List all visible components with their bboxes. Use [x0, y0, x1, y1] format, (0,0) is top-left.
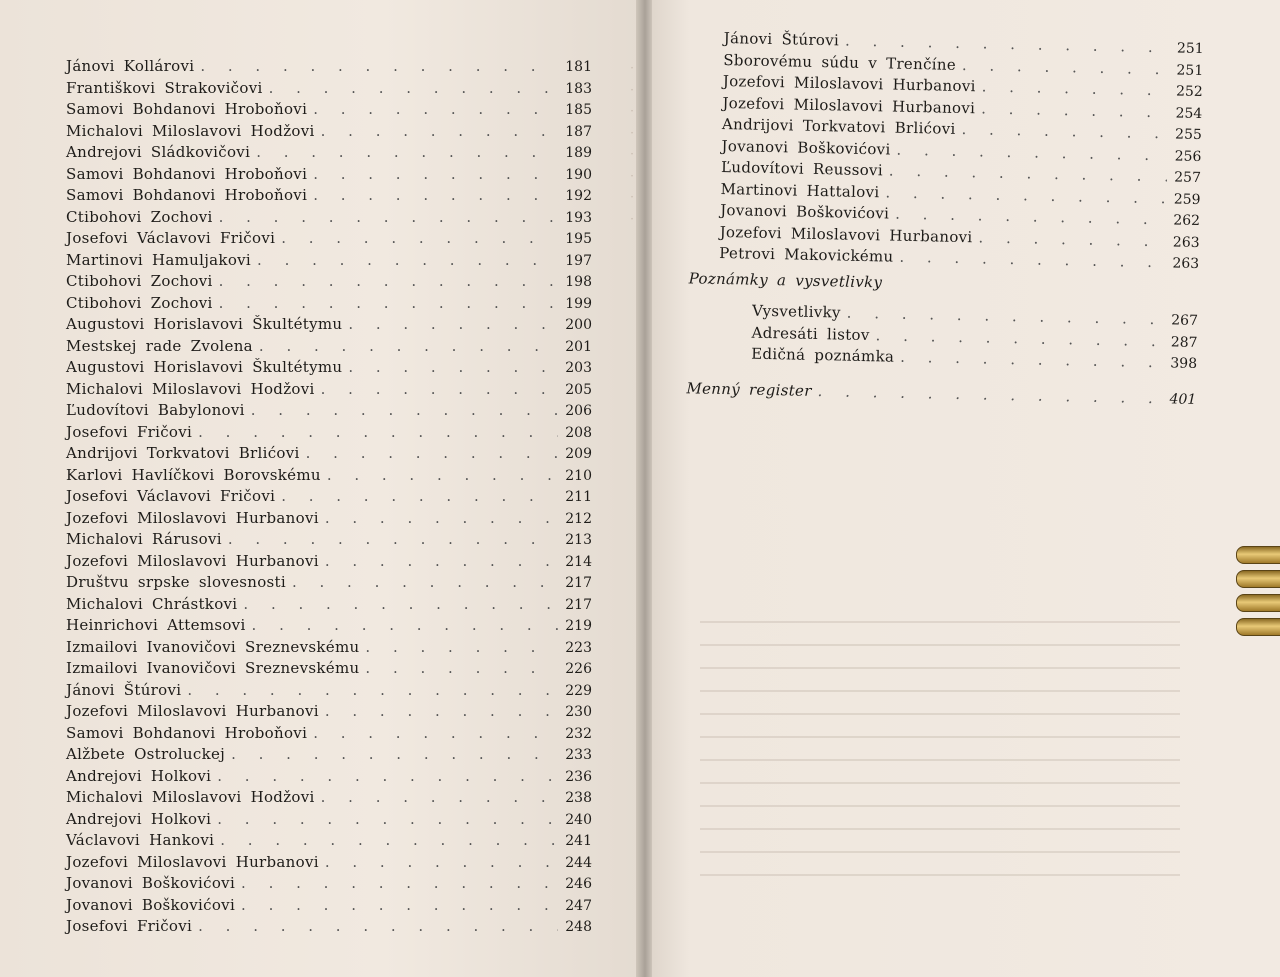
dot-leader — [306, 443, 558, 465]
entry-name: Jozefovi Miloslavovi Hurbanovi — [722, 71, 976, 96]
entry-name: Michalovi Rárusovi — [66, 530, 222, 548]
toc-entry — [66, 314, 592, 336]
entry-page-number: 236 — [565, 768, 592, 785]
entry-page-number: 199 — [565, 295, 592, 312]
entry-page-number: 230 — [565, 704, 592, 720]
entry-page-number: 205 — [565, 381, 592, 398]
dot-leader — [217, 809, 558, 831]
toc-entry — [66, 465, 592, 487]
dot-leader — [228, 529, 558, 551]
binder-ring — [1236, 546, 1280, 564]
toc-entry — [66, 895, 592, 917]
dot-leader — [321, 121, 558, 143]
entry-page-number: 189 — [565, 145, 592, 161]
entry-name: Društvu srpske slovesnosti — [66, 573, 286, 591]
dot-leader — [281, 228, 558, 250]
entry-name: Františkovi Strakovičovi — [66, 78, 263, 97]
entry-name: Edičná poznámka — [750, 344, 895, 366]
toc-entry — [66, 873, 592, 895]
dot-leader — [325, 852, 558, 874]
entry-page-number: 208 — [565, 424, 592, 441]
entry-page-number: 229 — [565, 682, 592, 699]
entry-name: Michalovi Chrástkovi — [66, 594, 238, 613]
entry-name: Sborovému súdu v Trenčíne — [723, 50, 957, 74]
entry-page-number: 251 — [1176, 40, 1204, 58]
entry-page-number: 267 — [1171, 312, 1199, 329]
dot-leader — [321, 787, 558, 809]
dot-leader — [281, 486, 558, 508]
dot-leader — [325, 551, 558, 573]
entry-page-number: 183 — [565, 80, 592, 97]
entry-name: Vysvetlivky — [751, 301, 841, 322]
entry-page-number: 223 — [565, 639, 592, 656]
dot-leader — [899, 247, 1165, 274]
entry-page-number: 262 — [1173, 212, 1201, 230]
entry-name: Izmailovi Ivanovičovi Sreznevskému — [66, 659, 360, 677]
toc-entry — [66, 701, 592, 723]
dot-leader — [365, 658, 558, 680]
entry-page-number: 211 — [565, 489, 592, 505]
entry-page-number: 248 — [565, 919, 592, 935]
entry-page-number: 190 — [565, 166, 592, 183]
dot-leader — [321, 379, 558, 401]
toc-entry — [66, 400, 592, 422]
entry-page-number: 246 — [565, 876, 592, 892]
entry-page-number: 181 — [565, 59, 592, 75]
toc-entry — [66, 486, 592, 508]
dot-leader — [219, 271, 558, 293]
entry-page-number: 195 — [565, 231, 592, 247]
entry-page-number: 187 — [565, 123, 592, 140]
entry-name: Andrejovi Holkovi — [66, 809, 212, 828]
entry-page-number: 241 — [565, 833, 592, 849]
dot-leader — [313, 164, 558, 186]
entry-name: Jozefovi Miloslavovi Hurbanovi — [66, 508, 319, 527]
section-title-notes: Poznámky a vysvetlivky — [688, 268, 883, 291]
entry-name: Ctibohovi Zochovi — [66, 272, 213, 290]
entry-page-number: 259 — [1173, 190, 1201, 208]
section-title-register: Menný register — [686, 378, 812, 400]
dot-leader — [217, 766, 558, 788]
entry-name: Andrijovi Torkvatovi Brlićovi — [66, 444, 300, 462]
entry-name: Martinovi Hattalovi — [720, 179, 880, 201]
toc-entry — [66, 422, 592, 444]
dot-leader — [252, 615, 558, 637]
entry-name: Augustovi Horislavovi Škultétymu — [66, 315, 343, 333]
entry-name: Jánovi Štúrovi — [66, 680, 182, 699]
entry-name: Alžbete Ostroluckej — [66, 745, 226, 763]
toc-entry — [66, 787, 592, 809]
dot-leader — [231, 744, 558, 766]
toc-entry — [66, 658, 592, 680]
entry-page-number: 210 — [565, 467, 592, 484]
toc-entry — [66, 271, 592, 293]
toc-entry — [66, 830, 592, 852]
dot-leader — [243, 594, 558, 616]
entry-name: Michalovi Miloslavovi Hodžovi — [66, 121, 315, 140]
entry-name: Jovanovi Boškovićovi — [66, 895, 236, 914]
toc-entry — [66, 744, 592, 766]
dot-leader — [200, 56, 558, 78]
toc-entry — [66, 56, 592, 78]
entry-page-number: 209 — [565, 446, 592, 462]
toc-entry — [66, 916, 592, 938]
entry-name: Petrovi Makovickému — [719, 243, 894, 266]
dot-leader — [259, 336, 558, 358]
toc-entry — [66, 594, 592, 616]
entry-page-number: 252 — [1175, 83, 1203, 101]
dot-leader — [241, 873, 558, 895]
entry-page-number: 213 — [565, 532, 592, 548]
toc-entry — [66, 766, 592, 788]
entry-name: Izmailovi Ivanovičovi Sreznevskému — [66, 637, 360, 656]
dot-leader — [313, 723, 558, 745]
entry-name: Samovi Bohdanovi Hroboňovi — [66, 164, 308, 183]
entry-page-number: 201 — [565, 338, 592, 355]
dot-leader — [251, 400, 558, 422]
entry-page-number: 197 — [565, 252, 592, 269]
entry-page-number: 200 — [565, 317, 592, 333]
entry-page-number: 263 — [1172, 255, 1200, 273]
dot-leader — [198, 916, 558, 938]
toc-entry — [66, 357, 592, 379]
toc-entry — [66, 336, 592, 358]
entry-name: Jozefovi Miloslavovi Hurbanovi — [722, 93, 976, 117]
dot-leader — [313, 185, 558, 207]
dot-leader — [241, 895, 558, 917]
entry-page-number: 263 — [1172, 233, 1200, 251]
toc-entry — [66, 637, 592, 659]
dot-leader — [198, 422, 558, 444]
binder-ring — [1236, 594, 1280, 612]
toc-entry — [66, 508, 592, 530]
entry-name: Ctibohovi Zochovi — [66, 293, 213, 312]
entry-page-number: 217 — [565, 575, 592, 591]
toc-entry — [66, 443, 592, 465]
dot-leader — [313, 99, 558, 121]
entry-page-number: 256 — [1174, 147, 1202, 165]
toc-entry — [66, 164, 592, 186]
toc-entry — [66, 207, 592, 229]
entry-page-number: 198 — [565, 274, 592, 290]
dot-leader — [219, 207, 558, 229]
entry-name: Andrijovi Torkvatovi Brlićovi — [721, 114, 956, 138]
entry-page-number: 254 — [1175, 104, 1203, 122]
bleed-through-numbers: · · · · · · · · — [630, 61, 634, 226]
entry-page-number: 206 — [565, 403, 592, 419]
entry-page-number: 247 — [565, 897, 592, 914]
entry-page-number: 257 — [1174, 169, 1202, 187]
entry-page-number: 212 — [565, 510, 592, 527]
dot-leader — [219, 293, 558, 315]
toc-entry — [66, 78, 592, 100]
entry-page-number: 233 — [565, 747, 592, 763]
entry-name: Samovi Bohdanovi Hroboňovi — [66, 723, 308, 742]
toc-entry — [66, 379, 592, 401]
dot-leader — [348, 314, 558, 336]
entry-name: Jovanovi Boškovićovi — [721, 136, 891, 159]
toc-entry — [66, 809, 592, 831]
dot-leader — [269, 78, 558, 100]
entry-name: Jovanovi Boškovićovi — [66, 874, 236, 892]
entry-name: Jozefovi Miloslavovi Hurbanovi — [66, 852, 319, 871]
entry-page-number: 203 — [565, 360, 592, 376]
entry-name: Jozefovi Miloslavovi Hurbanovi — [66, 551, 319, 570]
toc-right-column — [686, 28, 1204, 410]
toc-entry — [66, 121, 592, 143]
dot-leader — [292, 572, 558, 594]
entry-name: Ctibohovi Zochovi — [66, 207, 213, 226]
entry-page-number: 244 — [565, 854, 592, 871]
entry-page-number: 232 — [565, 725, 592, 742]
entry-name: Heinrichovi Attemsovi — [66, 616, 246, 634]
bleed-through-text — [690, 600, 1190, 920]
binder-ring — [1236, 570, 1280, 588]
binder-ring — [1236, 618, 1280, 636]
toc-entry — [66, 551, 592, 573]
toc-entry — [66, 250, 592, 272]
entry-name: Augustovi Horislavovi Škultétymu — [66, 358, 343, 376]
entry-name: Ľudovítovi Babylonovi — [66, 401, 245, 419]
entry-name: Josefovi Václavovi Fričovi — [66, 229, 276, 247]
entry-name: Jozefovi Miloslavovi Hurbanovi — [66, 702, 319, 720]
entry-name: Jánovi Štúrovi — [723, 28, 840, 50]
entry-name: Karlovi Havlíčkovi Borovskému — [66, 465, 321, 484]
entry-page-number: 192 — [565, 188, 592, 204]
entry-name: Jánovi Kollárovi — [66, 57, 195, 75]
toc-entry — [66, 723, 592, 745]
entry-name: Martinovi Hamuljakovi — [66, 250, 252, 269]
dot-leader — [187, 680, 558, 702]
toc-entry — [66, 572, 592, 594]
entry-name: Jozefovi Miloslavovi Hurbanovi — [719, 222, 973, 246]
dot-leader — [257, 250, 558, 272]
entry-page-number: 219 — [565, 618, 592, 634]
toc-entry — [66, 529, 592, 551]
entry-name: Ľudovítovi Reussovi — [720, 157, 884, 180]
entry-name: Samovi Bohdanovi Hroboňovi — [66, 186, 308, 204]
dot-leader — [256, 142, 558, 164]
dot-leader — [348, 357, 558, 379]
toc-entry — [66, 99, 592, 121]
entry-page-number: 193 — [565, 209, 592, 226]
dot-leader — [220, 830, 558, 852]
toc-entry — [66, 185, 592, 207]
entry-page-number: 398 — [1170, 355, 1198, 372]
dot-leader — [365, 637, 558, 659]
entry-page-number: 214 — [565, 553, 592, 570]
dot-leader — [325, 508, 558, 530]
toc-entry — [66, 142, 592, 164]
entry-name: Václavovi Hankovi — [66, 831, 215, 849]
entry-page-number: 238 — [565, 790, 592, 806]
toc-entry — [66, 293, 592, 315]
entry-name: Josefovi Fričovi — [66, 917, 193, 935]
entry-name: Michalovi Miloslavovi Hodžovi — [66, 379, 315, 398]
entry-page-number: 226 — [565, 661, 592, 677]
entry-name: Jovanovi Boškovićovi — [720, 200, 890, 223]
entry-page-number: 185 — [565, 102, 592, 118]
entry-name: Mestskej rade Zvolena — [66, 336, 253, 355]
register-page-number: 401 — [1169, 390, 1197, 408]
entry-name: Andrejovi Holkovi — [66, 766, 212, 785]
toc-entry — [66, 680, 592, 702]
toc-entry — [66, 852, 592, 874]
entry-page-number: 240 — [565, 811, 592, 828]
entry-name: Josefovi Fričovi — [66, 422, 193, 441]
toc-left-column — [66, 56, 592, 938]
dot-leader — [327, 465, 558, 487]
entry-page-number: 251 — [1176, 61, 1204, 79]
dot-leader — [325, 701, 558, 723]
entry-name: Josefovi Václavovi Fričovi — [66, 487, 276, 505]
toc-entry — [66, 228, 592, 250]
entry-page-number: 217 — [565, 596, 592, 613]
entry-name: Michalovi Miloslavovi Hodžovi — [66, 788, 315, 806]
entry-page-number: 255 — [1174, 126, 1203, 144]
entry-page-number: 287 — [1170, 333, 1198, 351]
entry-name: Samovi Bohdanovi Hroboňovi — [66, 100, 308, 118]
toc-entry — [66, 615, 592, 637]
entry-name: Adresáti listov — [751, 323, 870, 344]
entry-name: Andrejovi Sládkovičovi — [66, 143, 251, 161]
